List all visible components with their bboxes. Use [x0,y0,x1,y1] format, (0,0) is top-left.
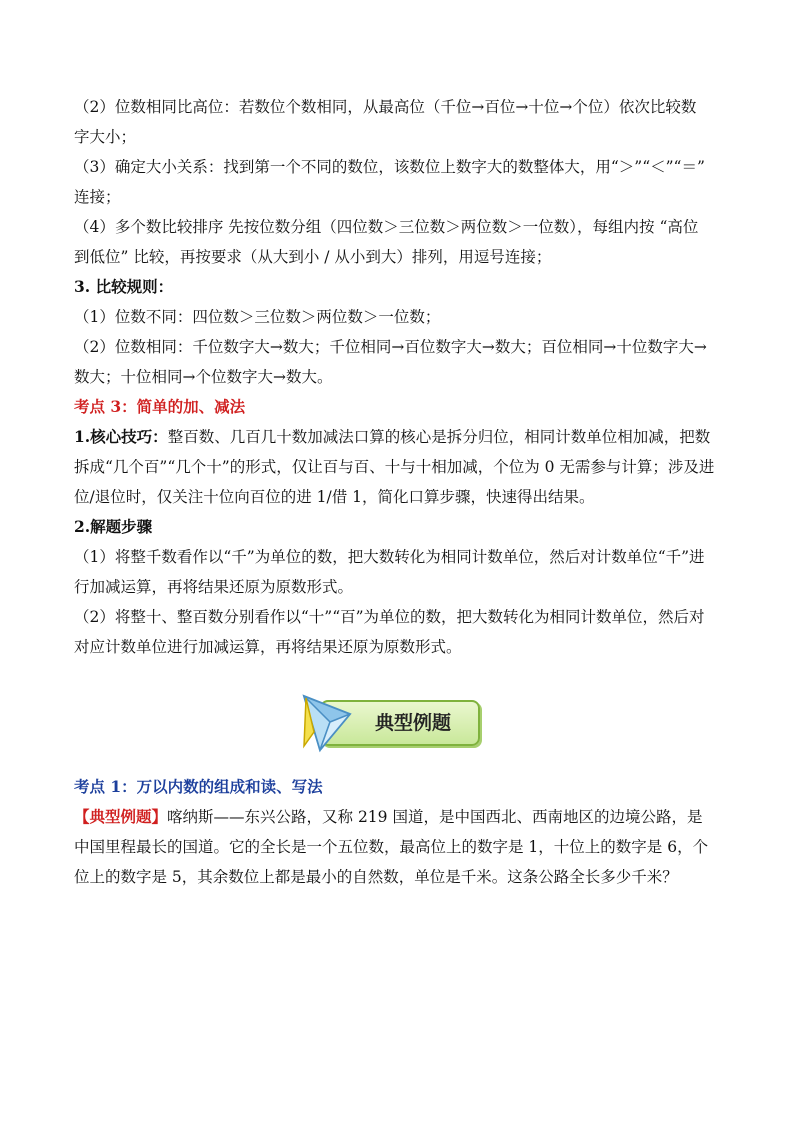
solution-steps-heading: 2.解题步骤 [74,517,153,536]
text-line: 到低位” 比较，再按要求（从大到小 / 从小到大）排列，用逗号连接； [74,248,552,266]
text-line: （2）位数相同：千位数字大→数大；千位相同→百位数字大→数大；百位相同→十位数字大→ [74,338,707,356]
text-line: （3）确定大小关系：找到第一个不同的数位，该数位上数字大的数整体大，用“＞”“＜”“＝” [74,158,705,176]
text-line: 连接； [74,188,121,206]
text-line: 中国里程最长的国道。它的全长是一个五位数，最高位上的数字是 1，十位上的数字是 6，个 [74,838,709,856]
core-technique-text: 整百数、几百几十数加减法口算的核心是拆分归位，相同计数单位相加减，把数 [167,428,711,446]
banner-label: 典型例题 [374,712,451,734]
core-technique-label: 1.核心技巧： [74,427,168,446]
core-technique-line-1 [74,422,724,452]
kaodian-3-heading: 考点 3：简单的加、减法 [74,397,246,416]
example-line-1 [74,802,724,832]
text-line: （2）位数相同比高位：若数位个数相同，从最高位（千位→百位→十位→个位）依次比较数 [74,98,697,116]
typical-example-tag: 【典型例题】 [74,807,168,826]
text-line: 拆成“几个百”“几个十”的形式，仅让百与百、十与十相加减，个位为 0 无需参与计算；涉及进 [74,458,715,476]
text-line: （1）将整千数看作以“千”为单位的数，把大数转化为相同计数单位，然后对计数单位“千”进 [74,548,705,566]
typical-example-banner [74,692,724,772]
text-line: 字大小； [74,128,137,146]
document-body [74,92,724,892]
text-line: 位上的数字是 5，其余数位上都是最小的自然数，单位是千米。这条公路全长多少千米？ [74,868,678,886]
text-line: 对应计数单位进行加减运算，再将结果还原为原数形式。 [74,638,462,656]
text-line: 位/退位时，仅关注十位向百位的进 1/借 1，简化口算步骤，快速得出结果。 [74,488,595,506]
text-line: （4）多个数比较排序 先按位数分组（四位数＞三位数＞两位数＞一位数），每组内按 “高位 [74,218,699,236]
triangle-flag-icon [300,692,356,756]
banner-box [320,700,480,746]
section-heading-compare-rules: 3. 比较规则： [74,277,174,296]
text-line: （2）将整十、整百数分别看作以“十”“百”为单位的数，把大数转化为相同计数单位，然后对 [74,608,705,626]
kaodian-1-heading: 考点 1：万以内数的组成和读、写法 [74,777,323,796]
text-line: 数大；十位相同→个位数字大→数大。 [74,368,333,386]
text-line: 行加减运算，再将结果还原为原数形式。 [74,578,354,596]
example-text: 喀纳斯——东兴公路，又称 219 国道，是中国西北、西南地区的边境公路，是 [167,808,703,826]
text-line: （1）位数不同：四位数＞三位数＞两位数＞一位数； [74,308,441,326]
